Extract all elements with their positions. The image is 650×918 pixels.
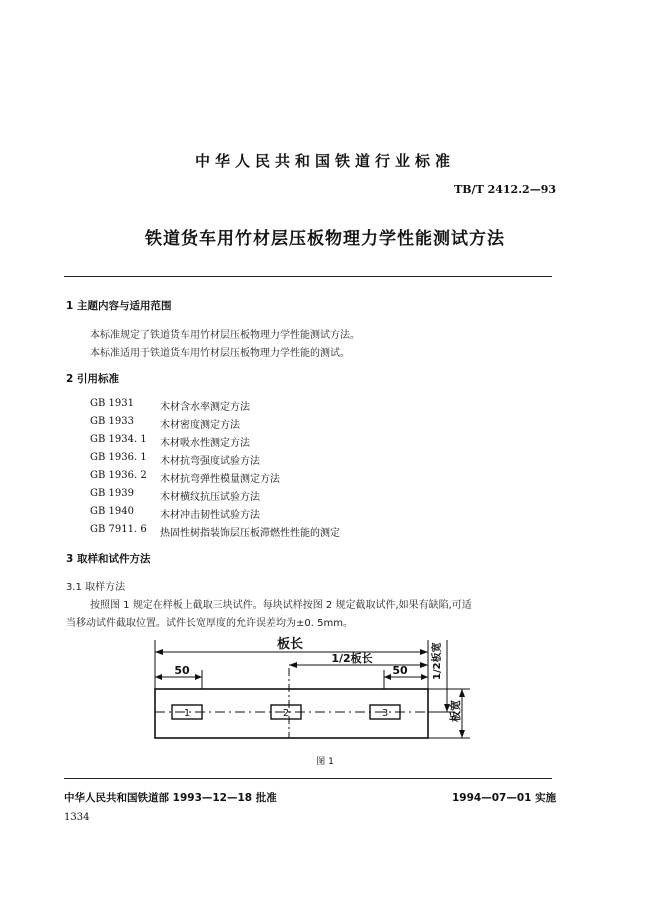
section-1-paragraph-2: 本标准适用于铁道货车用竹材层压板物理力学性能的测试。 bbox=[90, 348, 350, 359]
reference-title: 热固性树指装饰层压板滞燃性性能的测定 bbox=[160, 528, 340, 539]
implementation-date: 1994—07—01 实施 bbox=[452, 792, 557, 804]
reference-code: GB 1936. 2 bbox=[90, 470, 147, 481]
board-length-label: 板长 bbox=[276, 637, 304, 652]
left-50-label: 50 bbox=[174, 664, 190, 677]
reference-title: 木材冲击韧性试验方法 bbox=[160, 510, 260, 521]
page-number: 1334 bbox=[64, 812, 90, 823]
reference-title: 木材含水率测定方法 bbox=[160, 402, 250, 413]
issuing-organization: 中华人民共和国铁道行业标准 bbox=[194, 152, 455, 170]
reference-code: GB 1939 bbox=[90, 488, 134, 499]
reference-code: GB 7911. 6 bbox=[90, 524, 147, 535]
right-50-label: 50 bbox=[392, 664, 408, 677]
reference-title: 木材抗弯强度试验方法 bbox=[160, 456, 260, 467]
specimen-3-label: 3 bbox=[381, 708, 389, 719]
section-3-1-paragraph-line-2: 当移动试件截取位置。试件长宽厚度的允许误差均为±0. 5mm。 bbox=[66, 618, 353, 629]
specimen-1-label: 1 bbox=[183, 708, 191, 719]
reference-code: GB 1934. 1 bbox=[90, 434, 147, 445]
approval-date: 中华人民共和国铁道部 1993—12—18 批准 bbox=[64, 792, 277, 804]
board-width-label: 板宽 bbox=[449, 700, 462, 722]
half-length-label: 1/2板长 bbox=[331, 652, 373, 665]
specimen-2-label: 2 bbox=[282, 708, 290, 719]
section-1-paragraph-1: 本标准规定了铁道货车用竹材层压板物理力学性能测试方法。 bbox=[90, 330, 360, 341]
section-1-heading: 1 主题内容与适用范围 bbox=[66, 300, 172, 312]
standard-code: TB/T 2412.2—93 bbox=[454, 183, 556, 196]
document-title: 铁道货车用竹材层压板物理力学性能测试方法 bbox=[145, 229, 505, 249]
section-3-heading: 3 取样和试件方法 bbox=[66, 553, 151, 565]
half-width-label: 1/2板宽 bbox=[432, 642, 443, 680]
figure-1-caption: 图 1 bbox=[316, 757, 334, 767]
reference-code: GB 1940 bbox=[90, 506, 134, 517]
reference-title: 木材密度测定方法 bbox=[160, 420, 240, 431]
reference-code: GB 1936. 1 bbox=[90, 452, 147, 463]
reference-title: 木材横纹抗压试验方法 bbox=[160, 492, 260, 503]
reference-code: GB 1931 bbox=[90, 398, 134, 409]
section-3-1-paragraph-line-1: 按照图 1 规定在样板上截取三块试件。每块试样按图 2 规定截取试件,如果有缺陷,可适 bbox=[90, 600, 472, 611]
reference-title: 木材抗弯弹性模量测定方法 bbox=[160, 474, 280, 485]
section-2-heading: 2 引用标准 bbox=[66, 373, 119, 385]
footer-divider bbox=[64, 778, 552, 779]
section-3-1-heading: 3.1 取样方法 bbox=[66, 582, 126, 593]
reference-title: 木材吸水性测定方法 bbox=[160, 438, 250, 449]
reference-code: GB 1933 bbox=[90, 416, 134, 427]
